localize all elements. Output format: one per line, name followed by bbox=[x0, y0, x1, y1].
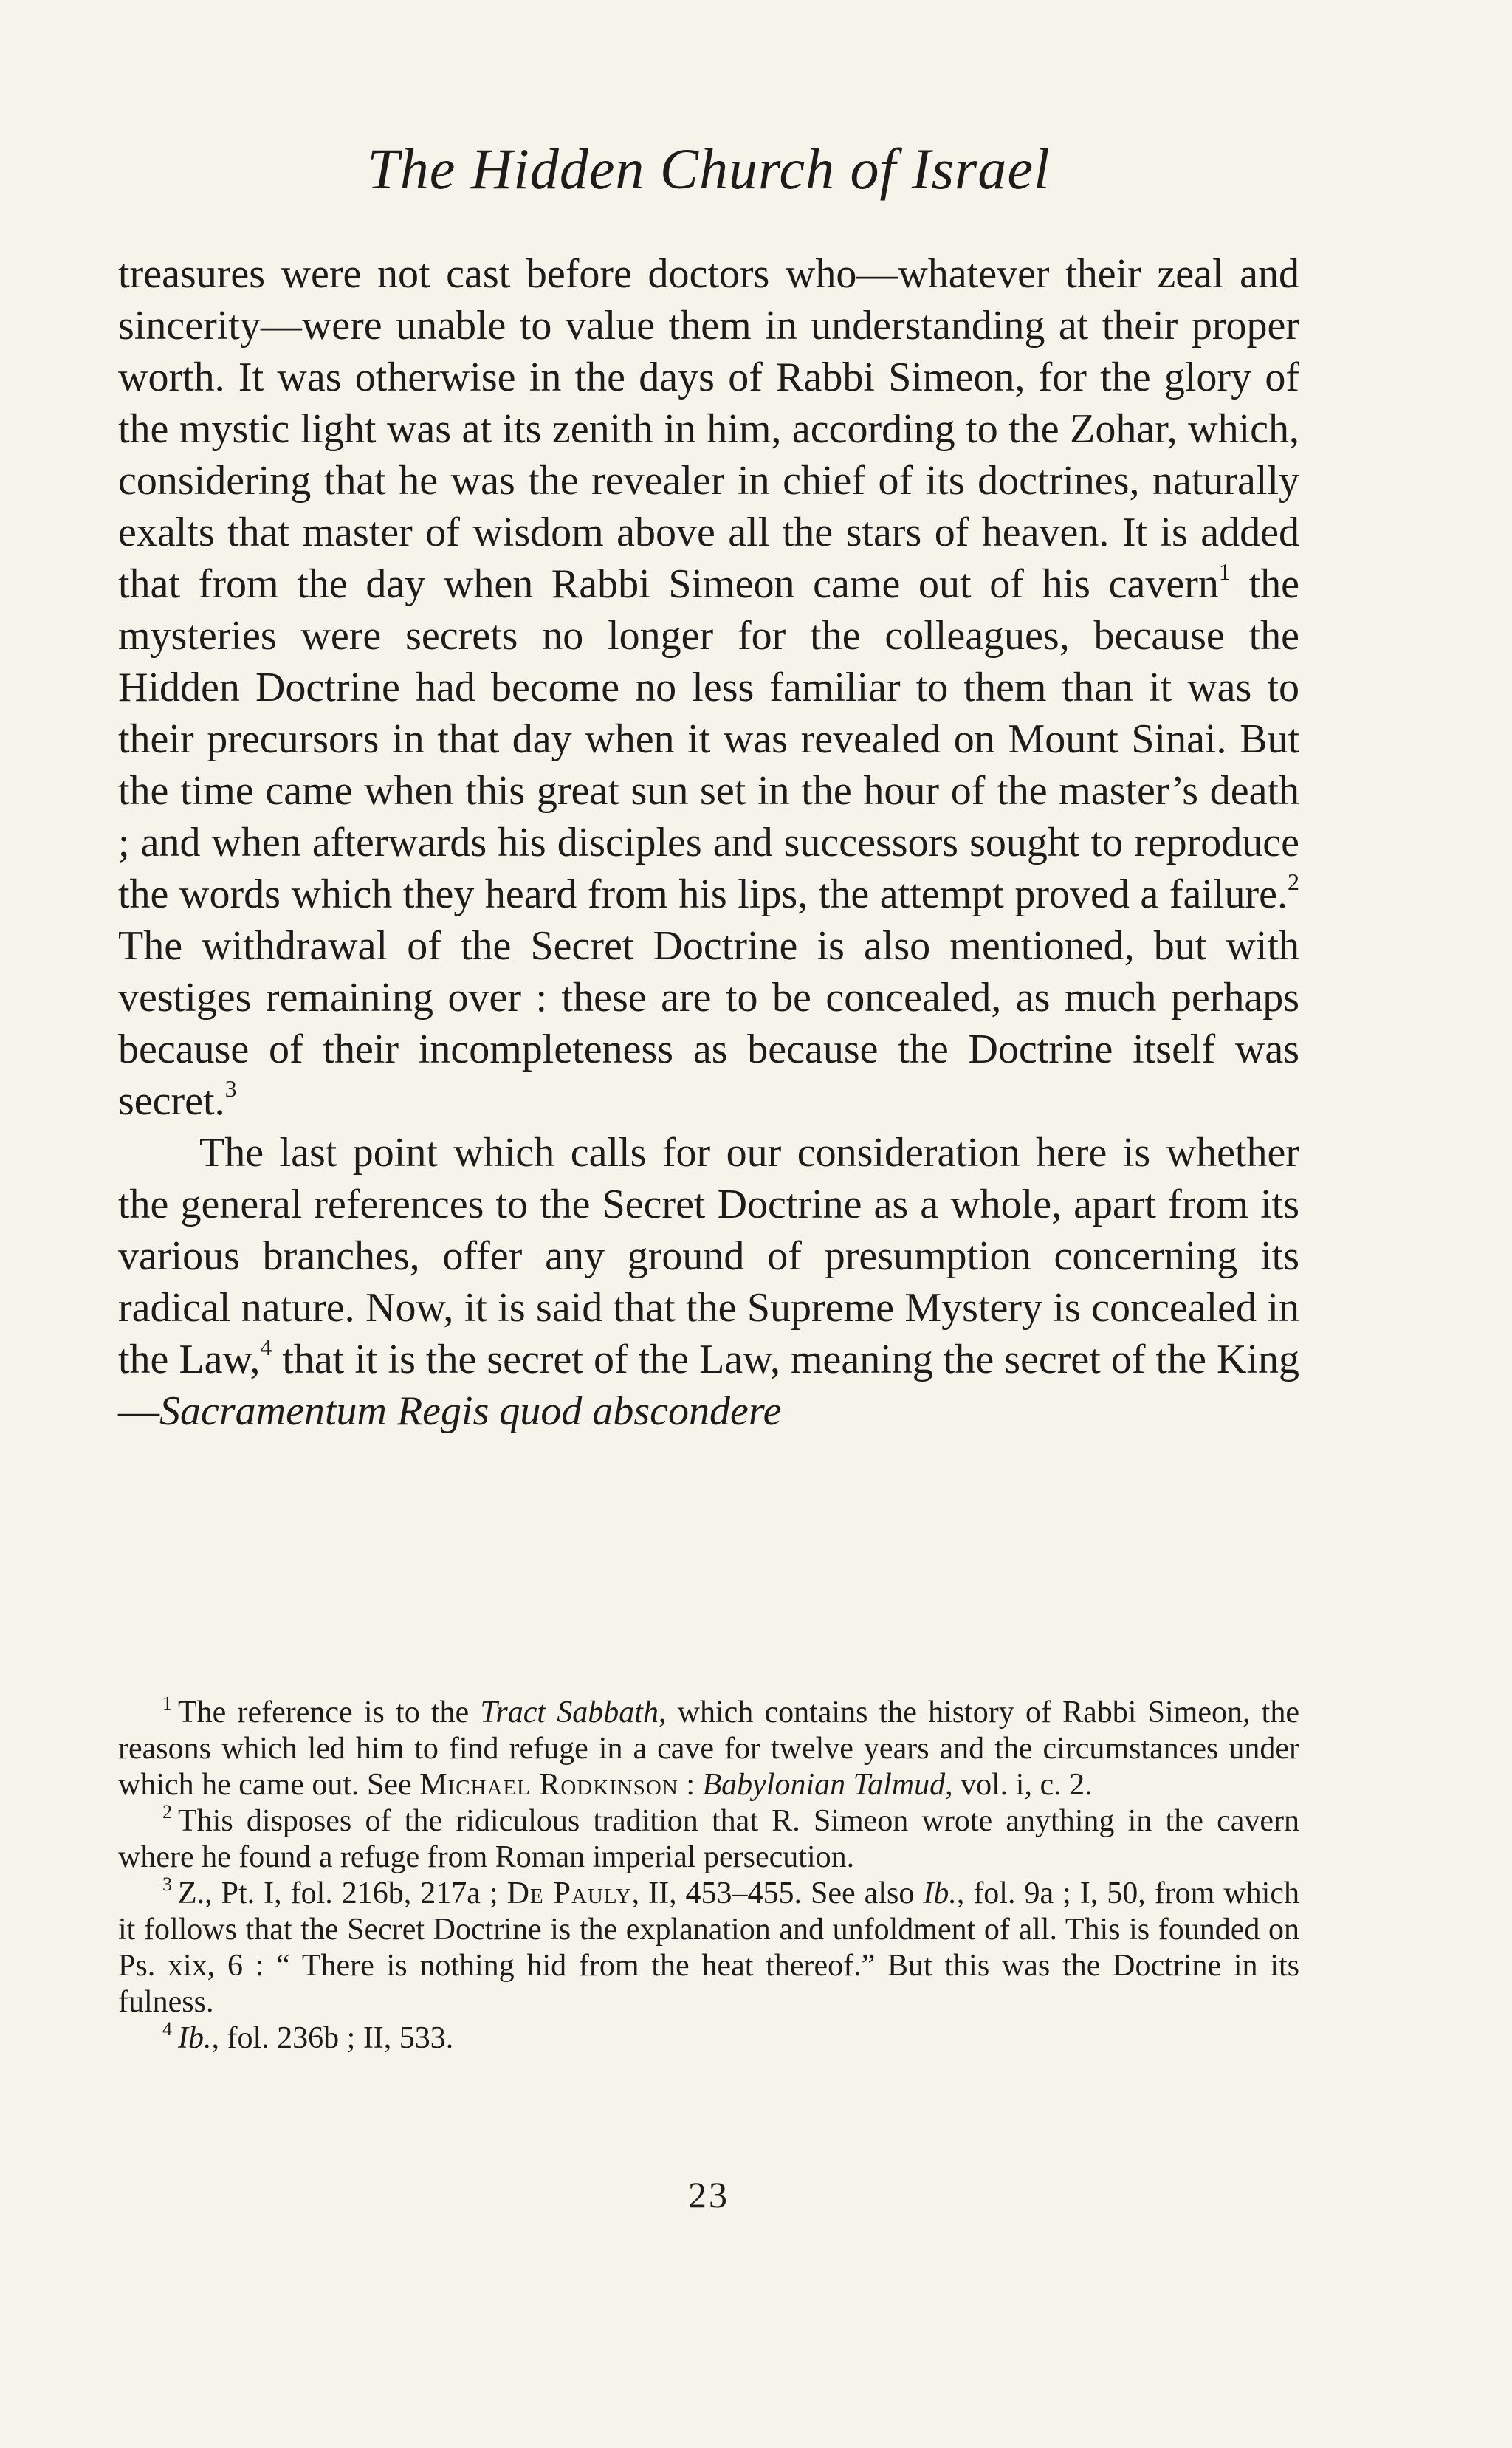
footnote-1-book-title: Babylonian Talmud bbox=[702, 1768, 946, 1802]
footnote-reference-4[interactable]: 4 bbox=[260, 1334, 272, 1360]
footnote-1-text-b: , which contains the history of Rabbi Simeon, the reasons which led him to find refuge in a cave for twelve years and the circumstances under which he came out. See bbox=[118, 1696, 1299, 1802]
latin-phrase: Sacramentum Regis quod abscondere bbox=[159, 1388, 782, 1434]
footnote-1-author: Michael Rodkinson bbox=[419, 1768, 678, 1802]
footnote-2-text: This disposes of the ridiculous tradition that R. Simeon wrote anything in the cavern where he found a refuge from Roman imperial persecution. bbox=[118, 1804, 1299, 1874]
footnote-3-text-c: , fol. 9a ; I, 50, from which it follows that the Secret Doctrine is the explanation and unfoldment of all. This is founded on Ps. xix, 6 : “ There is nothing hid from the heat thereof.” But this was the Doctrine in its fulness. bbox=[118, 1876, 1299, 2019]
footnote-3 bbox=[118, 1873, 1299, 2020]
footnote-3-author: De Pauly bbox=[506, 1876, 632, 1910]
footnote-1 bbox=[118, 1695, 1299, 1803]
main-text bbox=[118, 248, 1299, 1437]
footnote-reference-2[interactable]: 2 bbox=[1288, 868, 1299, 895]
book-page bbox=[118, 0, 1299, 2448]
page-number: 23 bbox=[688, 2174, 729, 2215]
paragraph-1-text-c: The withdrawal of the Secret Doctrine is also mentioned, but with vestiges remaining over : these are to be concealed, as much perhaps because of their incompleteness as because the Doctrine itself was secret. bbox=[118, 923, 1299, 1124]
footnote-4 bbox=[118, 2020, 1299, 2057]
paragraph-1-text-a: treasures were not cast before doctors who—whatever their zeal and sincerity—were unable to value them in understanding at their proper worth. It was otherwise in the days of Rabbi Simeon, for the glory of the mystic light was at its zenith in him, according to the Zohar, which, considering that he was the revealer in chief of its doctrines, naturally exalts that master of wisdom above all the stars of heaven. It is added that from the day when Rabbi Simeon came out of his cavern bbox=[118, 251, 1299, 607]
footnote-2 bbox=[118, 1803, 1299, 1876]
footnote-reference-3[interactable]: 3 bbox=[224, 1075, 237, 1102]
footnote-1-tract-title: Tract Sabbath bbox=[480, 1696, 659, 1729]
paragraph-2 bbox=[118, 1127, 1299, 1437]
footnote-mark-4: 4 bbox=[162, 2018, 172, 2040]
paragraph-1-text-b: the mysteries were secrets no longer for the colleagues, because the Hidden Doctrine had become no less familiar to them than it was to their precursors in that day when it was revealed on Mount Sinai. But the time came when this great sun set in the hour of the master’s death ; and when afterwards his disciples and successors sought to reproduce the words which they heard from his lips, the attempt proved a failure. bbox=[118, 561, 1299, 917]
footnote-mark-2: 2 bbox=[162, 1801, 172, 1823]
footnotes bbox=[118, 1695, 1299, 2057]
footnote-4-ibid: Ib. bbox=[178, 2021, 212, 2055]
paragraph-1 bbox=[118, 248, 1299, 1127]
paragraph-2-text-b: that it is the secret of the Law, meaning the secret of the King— bbox=[118, 1337, 1300, 1434]
footnote-1-text-a: The reference is to the bbox=[178, 1696, 481, 1729]
footnote-3-text-a: Z., Pt. I, fol. 216b, 217a ; bbox=[178, 1876, 507, 1910]
running-head: The Hidden Church of Israel bbox=[367, 137, 1051, 201]
footnote-4-text-a: , fol. 236b ; II, 533. bbox=[211, 2021, 454, 2055]
footnote-mark-1: 1 bbox=[162, 1693, 172, 1714]
footnote-1-text-c: : bbox=[678, 1768, 703, 1802]
paragraph-2-text-a: The last point which calls for our consideration here is whether the general references to the Secret Doctrine as a whole, apart from its various branches, offer any ground of presumption concerning its radical nature. Now, it is said that the Supreme Mystery is concealed in the Law, bbox=[118, 1130, 1299, 1382]
footnote-reference-1[interactable]: 1 bbox=[1218, 558, 1231, 585]
footnote-mark-3: 3 bbox=[162, 1873, 172, 1895]
footnote-1-text-d: , vol. i, c. 2. bbox=[945, 1768, 1093, 1802]
footnote-3-text-b: , II, 453–455. See also bbox=[631, 1876, 924, 1910]
footnote-3-ibid: Ib. bbox=[923, 1876, 957, 1910]
